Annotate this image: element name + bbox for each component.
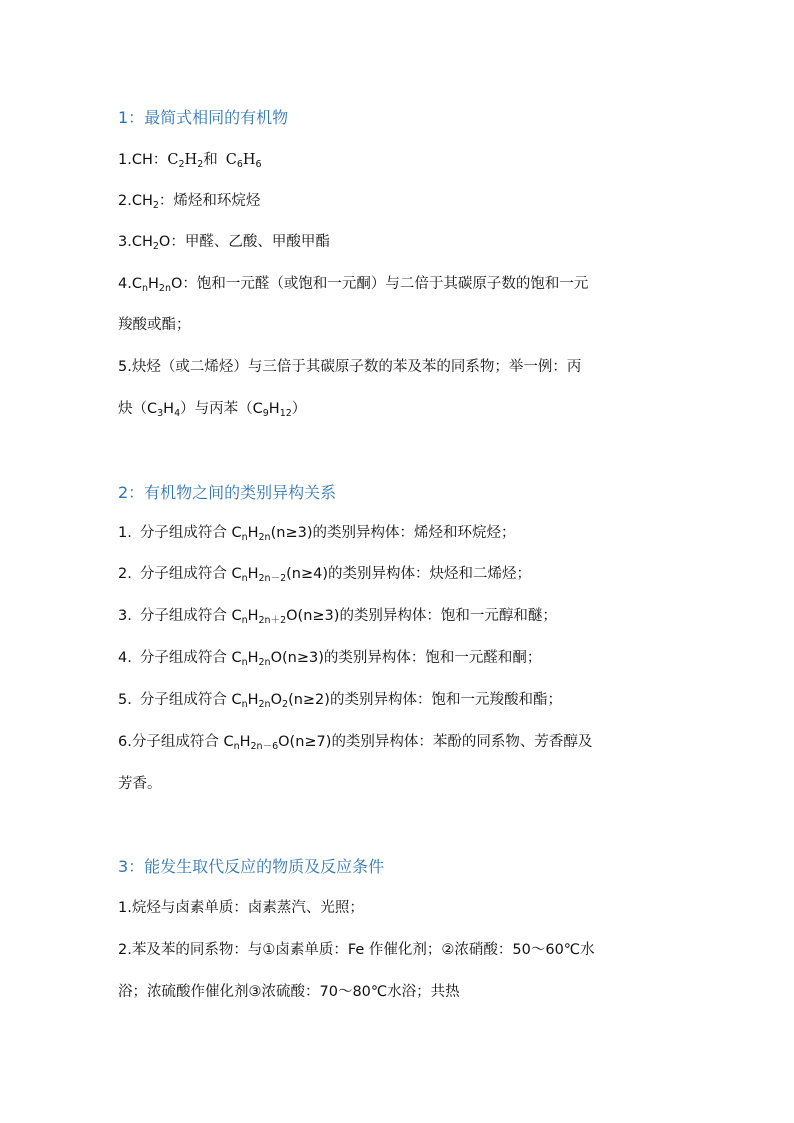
s2-item-5: 5. 分子组成符合 $C_nH_{2n}O_2(n\ge 2)$的类别异构体：饱和一元羧酸和酯；: [118, 692, 562, 710]
s1-item-4: $4.C_nH_{2n}O$：饱和一元醛（或饱和一元酮）与二倍于其碳原子数的饱和一元: [118, 276, 589, 294]
s2-item-3: 3. 分子组成符合 $C_nH_{2n+2}O(n\ge 3)$的类别异构体：饱和一元醇和醚；: [118, 608, 557, 626]
section-2: [118, 481, 678, 505]
s2-item-2: 2. 分子组成符合 $C_nH_{2n-2}(n\ge 4)$的类别异构体：炔烃和二烯烃；: [118, 566, 532, 584]
s2-item-1: 1. 分子组成符合 $C_nH_{2n}(n\ge 3)$的类别异构体：烯烃和环烷烃；: [118, 525, 516, 543]
s3-item-1: 1.烷烃与卤素单质：卤素蒸汽、光照；: [118, 900, 364, 916]
s3-item-2: 2.苯及苯的同系物：与①卤素单质：Fe 作催化剂；②浓硝酸：50～60℃水: [118, 942, 595, 958]
section-1: [118, 106, 678, 130]
s1-item-5: 5.炔烃（或二烯烃）与三倍于其碳原子数的苯及苯的同系物；举一例：丙: [118, 359, 582, 375]
s2-item-6-cont: 芳香。: [118, 776, 162, 792]
s1-item-4-cont: 羧酸或酯；: [118, 317, 191, 333]
s3-item-2-cont: 浴；浓硫酸作催化剂③浓硫酸：70～80℃水浴；共热: [118, 984, 460, 1000]
s1-item-1: 1.CH：$C_2H_2$和 $C_6H_6$: [118, 152, 262, 170]
s2-item-6: 6.分子组成符合 $C_nH_{2n-6}O(n\ge 7)$的类别异构体：苯酚的同系物、芳香醇及: [118, 734, 593, 752]
section-1-heading: 1：最简式相同的有机物: [118, 108, 289, 127]
section-2-heading: 2：有机物之间的类别异构关系: [118, 483, 337, 502]
s1-item-2: $2.CH_2$：烯烃和环烷烃: [118, 193, 261, 211]
s1-item-5-cont: 炔$(C_3H_4)$与丙苯$(C_9H_{12})$: [118, 401, 307, 419]
section-3-heading: 3：能发生取代反应的物质及反应条件: [118, 857, 385, 876]
s1-item-3: $3.CH_2O$：甲醛、乙酸、甲酸甲酯: [118, 234, 330, 252]
section-3: [118, 855, 678, 879]
s2-item-4: 4. 分子组成符合 $C_nH_{2n}O(n\ge 3)$的类别异构体：饱和一元醛和酮；: [118, 650, 542, 668]
